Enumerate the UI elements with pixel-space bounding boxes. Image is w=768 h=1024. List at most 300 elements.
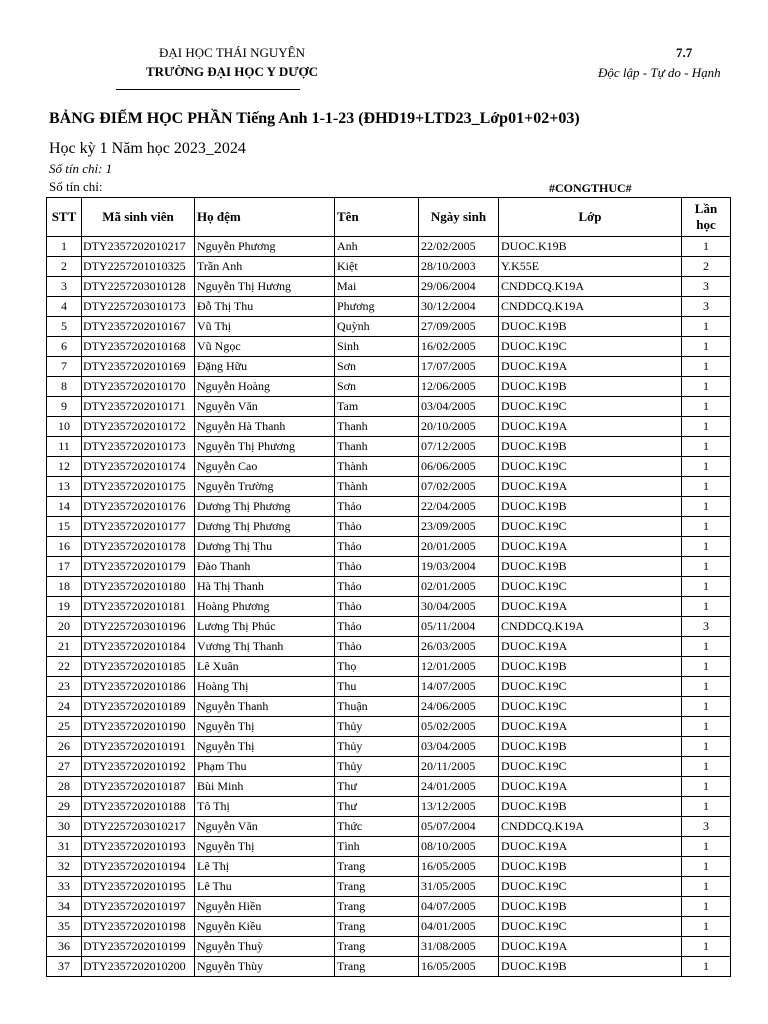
cell-attempt: 1 xyxy=(682,337,731,357)
cell-first-name: Thảo xyxy=(335,597,419,617)
table-row xyxy=(47,537,731,557)
cell-birth-date: 31/08/2005 xyxy=(419,937,499,957)
cell-student-id: DTY2357202010175 xyxy=(82,477,195,497)
cell-first-name: Sơn xyxy=(335,357,419,377)
document-title: BẢNG ĐIỂM HỌC PHẦN Tiếng Anh 1-1-23 (ĐHD19+LTD23_Lớp01+02+03) xyxy=(49,110,580,127)
header-stt: STT xyxy=(47,198,82,237)
cell-middle-name: Nguyễn Trường xyxy=(195,477,335,497)
cell-first-name: Thảo xyxy=(335,637,419,657)
table-row xyxy=(47,717,731,737)
cell-class: DUOC.K19C xyxy=(499,677,682,697)
table-row xyxy=(47,797,731,817)
cell-first-name: Sinh xyxy=(335,337,419,357)
cell-stt: 23 xyxy=(47,677,82,697)
cell-stt: 5 xyxy=(47,317,82,337)
cell-attempt: 1 xyxy=(682,637,731,657)
cell-attempt: 1 xyxy=(682,697,731,717)
cell-class: DUOC.K19B xyxy=(499,497,682,517)
cell-middle-name: Lê Xuân xyxy=(195,657,335,677)
cell-birth-date: 16/02/2005 xyxy=(419,337,499,357)
cell-first-name: Thu xyxy=(335,677,419,697)
cell-first-name: Thảo xyxy=(335,497,419,517)
cell-birth-date: 20/01/2005 xyxy=(419,537,499,557)
cell-attempt: 1 xyxy=(682,237,731,257)
cell-attempt: 2 xyxy=(682,257,731,277)
cell-stt: 20 xyxy=(47,617,82,637)
cell-class: DUOC.K19C xyxy=(499,457,682,477)
cell-attempt: 3 xyxy=(682,817,731,837)
cell-class: DUOC.K19B xyxy=(499,797,682,817)
header-birth-date: Ngày sinh xyxy=(419,198,499,237)
cell-attempt: 3 xyxy=(682,617,731,637)
formula-placeholder: #CONGTHUC# xyxy=(549,181,632,195)
cell-middle-name: Nguyễn Thị Phương xyxy=(195,437,335,457)
cell-first-name: Thành xyxy=(335,457,419,477)
cell-attempt: 1 xyxy=(682,857,731,877)
cell-stt: 25 xyxy=(47,717,82,737)
cell-attempt: 3 xyxy=(682,297,731,317)
cell-middle-name: Dương Thị Phương xyxy=(195,517,335,537)
cell-first-name: Trang xyxy=(335,917,419,937)
cell-attempt: 1 xyxy=(682,557,731,577)
cell-first-name: Anh xyxy=(335,237,419,257)
cell-stt: 22 xyxy=(47,657,82,677)
cell-class: DUOC.K19A xyxy=(499,417,682,437)
cell-student-id: DTY2357202010217 xyxy=(82,237,195,257)
cell-stt: 36 xyxy=(47,937,82,957)
header-class: Lớp xyxy=(499,198,682,237)
cell-first-name: Thảo xyxy=(335,557,419,577)
table-row xyxy=(47,237,731,257)
cell-first-name: Mai xyxy=(335,277,419,297)
cell-middle-name: Nguyễn Thị xyxy=(195,837,335,857)
cell-student-id: DTY2357202010190 xyxy=(82,717,195,737)
cell-attempt: 1 xyxy=(682,897,731,917)
table-row xyxy=(47,397,731,417)
cell-stt: 9 xyxy=(47,397,82,417)
university-name: ĐẠI HỌC THÁI NGUYÊN xyxy=(159,45,305,60)
cell-student-id: DTY2257203010217 xyxy=(82,817,195,837)
cell-stt: 14 xyxy=(47,497,82,517)
cell-middle-name: Vũ Ngọc xyxy=(195,337,335,357)
table-row xyxy=(47,857,731,877)
cell-birth-date: 31/05/2005 xyxy=(419,877,499,897)
cell-student-id: DTY2357202010169 xyxy=(82,357,195,377)
cell-attempt: 1 xyxy=(682,677,731,697)
cell-birth-date: 04/07/2005 xyxy=(419,897,499,917)
cell-attempt: 1 xyxy=(682,737,731,757)
table-row xyxy=(47,637,731,657)
cell-student-id: DTY2357202010185 xyxy=(82,657,195,677)
cell-first-name: Thảo xyxy=(335,617,419,637)
cell-middle-name: Hoàng Thị xyxy=(195,677,335,697)
cell-attempt: 1 xyxy=(682,417,731,437)
cell-stt: 21 xyxy=(47,637,82,657)
table-row xyxy=(47,297,731,317)
table-row xyxy=(47,457,731,477)
table-row xyxy=(47,377,731,397)
cell-birth-date: 22/04/2005 xyxy=(419,497,499,517)
cell-middle-name: Nguyễn Phương xyxy=(195,237,335,257)
cell-birth-date: 07/02/2005 xyxy=(419,477,499,497)
cell-student-id: DTY2257203010173 xyxy=(82,297,195,317)
cell-stt: 26 xyxy=(47,737,82,757)
cell-student-id: DTY2357202010170 xyxy=(82,377,195,397)
cell-class: DUOC.K19C xyxy=(499,917,682,937)
cell-birth-date: 13/12/2005 xyxy=(419,797,499,817)
cell-class: CNDDCQ.K19A xyxy=(499,277,682,297)
cell-stt: 28 xyxy=(47,777,82,797)
cell-attempt: 1 xyxy=(682,497,731,517)
national-motto: Độc lập - Tự do - Hạnh xyxy=(598,65,721,80)
cell-class: DUOC.K19C xyxy=(499,697,682,717)
credits-label: Số tín chỉ: 1 xyxy=(49,161,113,176)
cell-stt: 32 xyxy=(47,857,82,877)
cell-stt: 31 xyxy=(47,837,82,857)
cell-middle-name: Nguyễn Thị xyxy=(195,717,335,737)
cell-class: DUOC.K19A xyxy=(499,777,682,797)
cell-attempt: 1 xyxy=(682,537,731,557)
header-first-name: Tên xyxy=(335,198,419,237)
cell-attempt: 1 xyxy=(682,477,731,497)
cell-student-id: DTY2357202010189 xyxy=(82,697,195,717)
cell-first-name: Thủy xyxy=(335,737,419,757)
cell-class: DUOC.K19B xyxy=(499,737,682,757)
header-middle-name: Họ đệm xyxy=(195,198,335,237)
cell-class: CNDDCQ.K19A xyxy=(499,817,682,837)
cell-class: DUOC.K19B xyxy=(499,557,682,577)
cell-class: DUOC.K19B xyxy=(499,437,682,457)
cell-student-id: DTY2357202010186 xyxy=(82,677,195,697)
cell-attempt: 1 xyxy=(682,777,731,797)
cell-attempt: 1 xyxy=(682,877,731,897)
cell-middle-name: Nguyễn Thuỳ xyxy=(195,937,335,957)
cell-middle-name: Lê Thu xyxy=(195,877,335,897)
cell-student-id: DTY2357202010174 xyxy=(82,457,195,477)
cell-first-name: Trang xyxy=(335,877,419,897)
table-row xyxy=(47,697,731,717)
cell-middle-name: Vương Thị Thanh xyxy=(195,637,335,657)
cell-class: DUOC.K19A xyxy=(499,837,682,857)
table-row xyxy=(47,477,731,497)
table-row xyxy=(47,917,731,937)
cell-class: DUOC.K19A xyxy=(499,597,682,617)
cell-student-id: DTY2357202010181 xyxy=(82,597,195,617)
table-header-row xyxy=(47,198,731,237)
cell-middle-name: Dương Thị Thu xyxy=(195,537,335,557)
cell-attempt: 1 xyxy=(682,797,731,817)
cell-student-id: DTY2357202010197 xyxy=(82,897,195,917)
cell-middle-name: Nguyễn Hiền xyxy=(195,897,335,917)
cell-birth-date: 30/12/2004 xyxy=(419,297,499,317)
cell-attempt: 1 xyxy=(682,917,731,937)
table-row xyxy=(47,617,731,637)
cell-first-name: Thư xyxy=(335,777,419,797)
cell-student-id: DTY2357202010193 xyxy=(82,837,195,857)
cell-birth-date: 24/01/2005 xyxy=(419,777,499,797)
cell-student-id: DTY2357202010184 xyxy=(82,637,195,657)
cell-middle-name: Lương Thị Phúc xyxy=(195,617,335,637)
cell-student-id: DTY2357202010199 xyxy=(82,937,195,957)
cell-class: CNDDCQ.K19A xyxy=(499,297,682,317)
table-row xyxy=(47,817,731,837)
cell-stt: 19 xyxy=(47,597,82,617)
term-label: Học kỳ 1 Năm học 2023_2024 xyxy=(49,140,246,157)
cell-birth-date: 19/03/2004 xyxy=(419,557,499,577)
cell-attempt: 1 xyxy=(682,397,731,417)
cell-middle-name: Tô Thị xyxy=(195,797,335,817)
cell-class: DUOC.K19B xyxy=(499,317,682,337)
cell-birth-date: 07/12/2005 xyxy=(419,437,499,457)
cell-first-name: Tình xyxy=(335,837,419,857)
cell-middle-name: Phạm Thu xyxy=(195,757,335,777)
cell-stt: 11 xyxy=(47,437,82,457)
cell-class: DUOC.K19C xyxy=(499,517,682,537)
cell-attempt: 1 xyxy=(682,957,731,977)
version-number: 7.7 xyxy=(676,45,693,60)
cell-middle-name: Nguyễn Kiều xyxy=(195,917,335,937)
cell-middle-name: Đào Thanh xyxy=(195,557,335,577)
cell-birth-date: 12/06/2005 xyxy=(419,377,499,397)
cell-attempt: 1 xyxy=(682,457,731,477)
cell-student-id: DTY2357202010179 xyxy=(82,557,195,577)
credits-label-secondary: Số tín chỉ: xyxy=(49,179,103,194)
cell-first-name: Thuận xyxy=(335,697,419,717)
cell-middle-name: Nguyễn Hoàng xyxy=(195,377,335,397)
table-row xyxy=(47,357,731,377)
cell-student-id: DTY2357202010172 xyxy=(82,417,195,437)
cell-student-id: DTY2357202010177 xyxy=(82,517,195,537)
table-body xyxy=(47,237,731,977)
table-row xyxy=(47,497,731,517)
header-student-id: Mã sinh viên xyxy=(82,198,195,237)
cell-class: DUOC.K19B xyxy=(499,657,682,677)
cell-student-id: DTY2357202010176 xyxy=(82,497,195,517)
cell-birth-date: 26/03/2005 xyxy=(419,637,499,657)
table-row xyxy=(47,577,731,597)
cell-stt: 18 xyxy=(47,577,82,597)
cell-stt: 13 xyxy=(47,477,82,497)
cell-middle-name: Nguyễn Hà Thanh xyxy=(195,417,335,437)
cell-first-name: Thanh xyxy=(335,417,419,437)
cell-student-id: DTY2357202010187 xyxy=(82,777,195,797)
cell-stt: 24 xyxy=(47,697,82,717)
cell-first-name: Trang xyxy=(335,957,419,977)
cell-middle-name: Đỗ Thị Thu xyxy=(195,297,335,317)
cell-class: Y.K55E xyxy=(499,257,682,277)
cell-stt: 16 xyxy=(47,537,82,557)
cell-stt: 12 xyxy=(47,457,82,477)
table-row xyxy=(47,657,731,677)
cell-attempt: 1 xyxy=(682,317,731,337)
cell-birth-date: 05/02/2005 xyxy=(419,717,499,737)
cell-middle-name: Vũ Thị xyxy=(195,317,335,337)
cell-middle-name: Đặng Hữu xyxy=(195,357,335,377)
cell-stt: 17 xyxy=(47,557,82,577)
school-name: TRƯỜNG ĐẠI HỌC Y DƯỢC xyxy=(145,64,319,79)
table-row xyxy=(47,517,731,537)
cell-first-name: Thanh xyxy=(335,437,419,457)
cell-class: DUOC.K19B xyxy=(499,957,682,977)
cell-first-name: Sơn xyxy=(335,377,419,397)
cell-birth-date: 27/09/2005 xyxy=(419,317,499,337)
cell-birth-date: 16/05/2005 xyxy=(419,957,499,977)
cell-class: DUOC.K19A xyxy=(499,357,682,377)
cell-class: DUOC.K19B xyxy=(499,857,682,877)
cell-first-name: Trang xyxy=(335,897,419,917)
cell-stt: 6 xyxy=(47,337,82,357)
cell-stt: 33 xyxy=(47,877,82,897)
cell-student-id: DTY2357202010191 xyxy=(82,737,195,757)
cell-attempt: 1 xyxy=(682,937,731,957)
table-row xyxy=(47,737,731,757)
cell-class: DUOC.K19B xyxy=(499,897,682,917)
cell-class: DUOC.K19B xyxy=(499,237,682,257)
table-row xyxy=(47,897,731,917)
cell-first-name: Thọ xyxy=(335,657,419,677)
table-row xyxy=(47,417,731,437)
cell-attempt: 1 xyxy=(682,357,731,377)
table-row xyxy=(47,757,731,777)
cell-student-id: DTY2357202010194 xyxy=(82,857,195,877)
cell-class: DUOC.K19C xyxy=(499,337,682,357)
cell-birth-date: 06/06/2005 xyxy=(419,457,499,477)
table-row xyxy=(47,937,731,957)
cell-middle-name: Hà Thị Thanh xyxy=(195,577,335,597)
cell-attempt: 1 xyxy=(682,437,731,457)
cell-class: DUOC.K19A xyxy=(499,937,682,957)
cell-middle-name: Nguyễn Thanh xyxy=(195,697,335,717)
cell-stt: 29 xyxy=(47,797,82,817)
cell-middle-name: Dương Thị Phương xyxy=(195,497,335,517)
cell-first-name: Thảo xyxy=(335,517,419,537)
cell-birth-date: 05/07/2004 xyxy=(419,817,499,837)
cell-class: DUOC.K19A xyxy=(499,477,682,497)
cell-birth-date: 30/04/2005 xyxy=(419,597,499,617)
cell-middle-name: Trần Anh xyxy=(195,257,335,277)
table-row xyxy=(47,777,731,797)
cell-attempt: 1 xyxy=(682,717,731,737)
cell-attempt: 1 xyxy=(682,657,731,677)
cell-birth-date: 02/01/2005 xyxy=(419,577,499,597)
cell-stt: 2 xyxy=(47,257,82,277)
cell-birth-date: 22/02/2005 xyxy=(419,237,499,257)
table-row xyxy=(47,877,731,897)
cell-middle-name: Nguyễn Văn xyxy=(195,817,335,837)
cell-student-id: DTY2357202010188 xyxy=(82,797,195,817)
cell-first-name: Tam xyxy=(335,397,419,417)
cell-stt: 4 xyxy=(47,297,82,317)
cell-student-id: DTY2357202010200 xyxy=(82,957,195,977)
cell-first-name: Kiệt xyxy=(335,257,419,277)
cell-student-id: DTY2357202010168 xyxy=(82,337,195,357)
cell-first-name: Trang xyxy=(335,857,419,877)
cell-class: DUOC.K19A xyxy=(499,537,682,557)
cell-birth-date: 29/06/2004 xyxy=(419,277,499,297)
table-row xyxy=(47,597,731,617)
cell-class: DUOC.K19A xyxy=(499,637,682,657)
cell-birth-date: 28/10/2003 xyxy=(419,257,499,277)
cell-middle-name: Nguyễn Văn xyxy=(195,397,335,417)
cell-attempt: 1 xyxy=(682,577,731,597)
cell-first-name: Phương xyxy=(335,297,419,317)
cell-class: DUOC.K19C xyxy=(499,577,682,597)
cell-first-name: Thư xyxy=(335,797,419,817)
cell-student-id: DTY2357202010173 xyxy=(82,437,195,457)
table-row xyxy=(47,437,731,457)
cell-student-id: DTY2357202010167 xyxy=(82,317,195,337)
cell-birth-date: 20/10/2005 xyxy=(419,417,499,437)
cell-stt: 30 xyxy=(47,817,82,837)
table-row xyxy=(47,317,731,337)
cell-birth-date: 03/04/2005 xyxy=(419,397,499,417)
table-row xyxy=(47,677,731,697)
cell-first-name: Thảo xyxy=(335,537,419,557)
table-row xyxy=(47,837,731,857)
cell-attempt: 1 xyxy=(682,517,731,537)
header-divider xyxy=(116,89,300,90)
cell-birth-date: 24/06/2005 xyxy=(419,697,499,717)
table-row xyxy=(47,957,731,977)
table-row xyxy=(47,277,731,297)
cell-stt: 37 xyxy=(47,957,82,977)
table-row xyxy=(47,557,731,577)
cell-attempt: 1 xyxy=(682,597,731,617)
cell-class: DUOC.K19C xyxy=(499,397,682,417)
cell-stt: 27 xyxy=(47,757,82,777)
cell-first-name: Thảo xyxy=(335,577,419,597)
cell-stt: 8 xyxy=(47,377,82,397)
cell-stt: 35 xyxy=(47,917,82,937)
cell-first-name: Thức xyxy=(335,817,419,837)
cell-first-name: Quỳnh xyxy=(335,317,419,337)
cell-stt: 7 xyxy=(47,357,82,377)
cell-student-id: DTY2357202010195 xyxy=(82,877,195,897)
cell-attempt: 1 xyxy=(682,757,731,777)
cell-student-id: DTY2357202010171 xyxy=(82,397,195,417)
cell-stt: 34 xyxy=(47,897,82,917)
cell-birth-date: 23/09/2005 xyxy=(419,517,499,537)
cell-attempt: 1 xyxy=(682,837,731,857)
cell-first-name: Thành xyxy=(335,477,419,497)
cell-first-name: Thủy xyxy=(335,757,419,777)
cell-student-id: DTY2357202010198 xyxy=(82,917,195,937)
cell-birth-date: 17/07/2005 xyxy=(419,357,499,377)
cell-first-name: Trang xyxy=(335,937,419,957)
cell-birth-date: 14/07/2005 xyxy=(419,677,499,697)
cell-birth-date: 03/04/2005 xyxy=(419,737,499,757)
cell-stt: 3 xyxy=(47,277,82,297)
cell-class: DUOC.K19C xyxy=(499,877,682,897)
cell-stt: 1 xyxy=(47,237,82,257)
cell-birth-date: 16/05/2005 xyxy=(419,857,499,877)
table-row xyxy=(47,257,731,277)
cell-birth-date: 20/11/2005 xyxy=(419,757,499,777)
table-row xyxy=(47,337,731,357)
cell-first-name: Thủy xyxy=(335,717,419,737)
cell-middle-name: Bùi Minh xyxy=(195,777,335,797)
cell-student-id: DTY2357202010180 xyxy=(82,577,195,597)
cell-student-id: DTY2357202010178 xyxy=(82,537,195,557)
cell-birth-date: 12/01/2005 xyxy=(419,657,499,677)
cell-stt: 10 xyxy=(47,417,82,437)
cell-student-id: DTY2257201010325 xyxy=(82,257,195,277)
cell-class: DUOC.K19C xyxy=(499,757,682,777)
cell-birth-date: 05/11/2004 xyxy=(419,617,499,637)
cell-attempt: 1 xyxy=(682,377,731,397)
cell-student-id: DTY2357202010192 xyxy=(82,757,195,777)
cell-class: DUOC.K19B xyxy=(499,377,682,397)
